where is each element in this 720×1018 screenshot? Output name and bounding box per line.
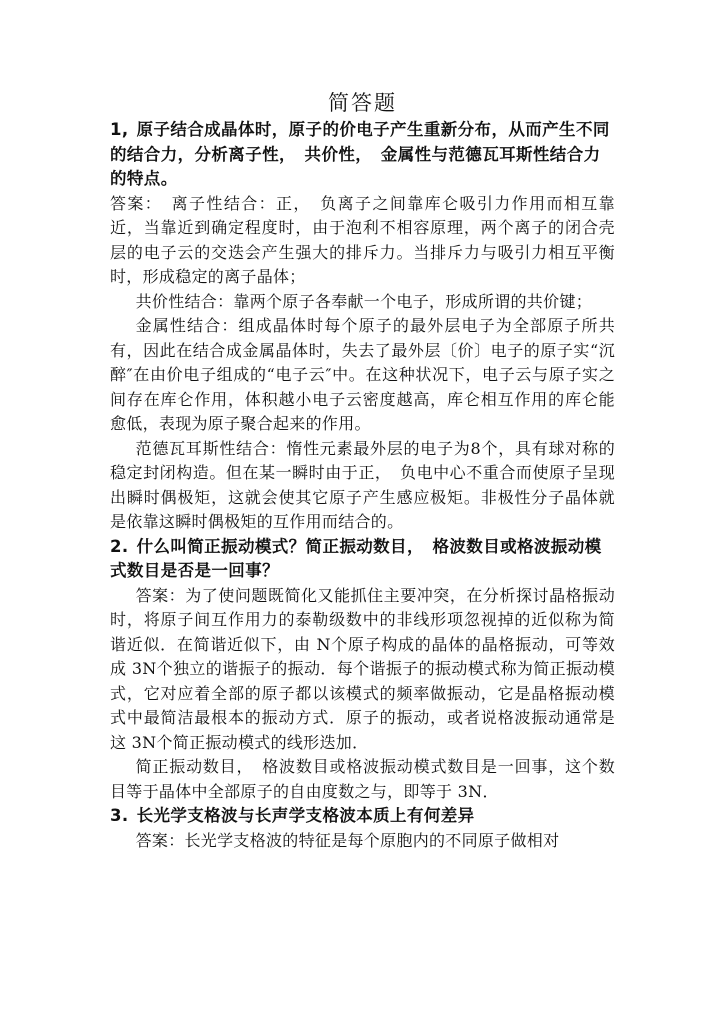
answer-paragraph: 答案：长光学支格波的特征是每个原胞内的不同原子做相对 (135, 830, 560, 850)
answer-paragraph: 范德瓦耳斯性结合：惰性元素最外层的电子为8个，具有球对称的稳定封闭构造。但在某一瞬时由于正， 负电中心不重合而使原子呈现出瞬时偶极矩，这就会使其它原子产生感应极矩。非极性分子晶体就是依靠这瞬时偶极矩的互作用而结合的。 (110, 438, 615, 531)
question-3 (110, 804, 615, 829)
question-number: 2. (110, 536, 129, 556)
answer-paragraph: 共价性结合：靠两个原子各奉献一个电子，形成所谓的共价键； (135, 291, 592, 311)
answer-paragraph: 金属性结合：组成晶体时每个原子的最外层电子为全部原子所共有，因此在结合成金属晶体时，失去了最外层〔价〕电子的原子实“沉醉″在由价电子组成的“电子云″中。在这种状况下，电子云与原子实之间存在库仑作用，体积越小电子云密度越高，库仑相互作用的库仑能愈低，表现为原子聚合起来的作用。 (110, 316, 615, 433)
question-text: 原子结合成晶体时，原子的价电子产生重新分布，从而产生不同的结合力，分析离子性， 共价性， 金属性与范德瓦耳斯性结合力的特点。 (110, 120, 610, 188)
question-number: 3. (110, 806, 129, 825)
question-number: 1, (110, 120, 129, 139)
document-page (110, 88, 615, 853)
answer-paragraph: 答案： 离子性结合：正， 负离子之间靠库仑吸引力作用而相互靠近，当靠近到确定程度时，由于泡利不相容原理，两个离子的闭合壳层的电子云的交迭会产生强大的排斥力。当排斥力与吸引力相互平衡时，形成稳定的离子晶体； (110, 193, 615, 286)
question-1 (110, 118, 615, 192)
answer-paragraph: 简正振动数目， 格波数目或格波振动模式数目是一回事，这个数目等于晶体中全部原子的自由度数之与，即等于 3N． (110, 757, 615, 801)
question-text: 什么叫简正振动模式？简正振动数目， 格波数目或格波振动模式数目是否是一回事？ (110, 536, 602, 580)
page-title: 简答题 (328, 91, 397, 115)
question-2 (110, 535, 615, 584)
answer-paragraph: 答案：为了使问题既简化又能抓住主要冲突，在分析探讨晶格振动时，将原子间互作用力的泰勒级数中的非线形项忽视掉的近似称为简谐近似．在简谐近似下，由 N个原子构成的晶体的晶格振动，可等效成 3N个独立的谐振子的振动．每个谐振子的振动模式称为简正振动模式，它对应着全部的原子都以该模式的频率做振动，它是晶格振动模式中最简洁最根本的振动方式．原子的振动，或者说格波振动通常是这 3N个简正振动模式的线形迭加． (110, 585, 615, 752)
question-text: 长光学支格波与长声学支格波本质上有何差异 (136, 806, 475, 825)
